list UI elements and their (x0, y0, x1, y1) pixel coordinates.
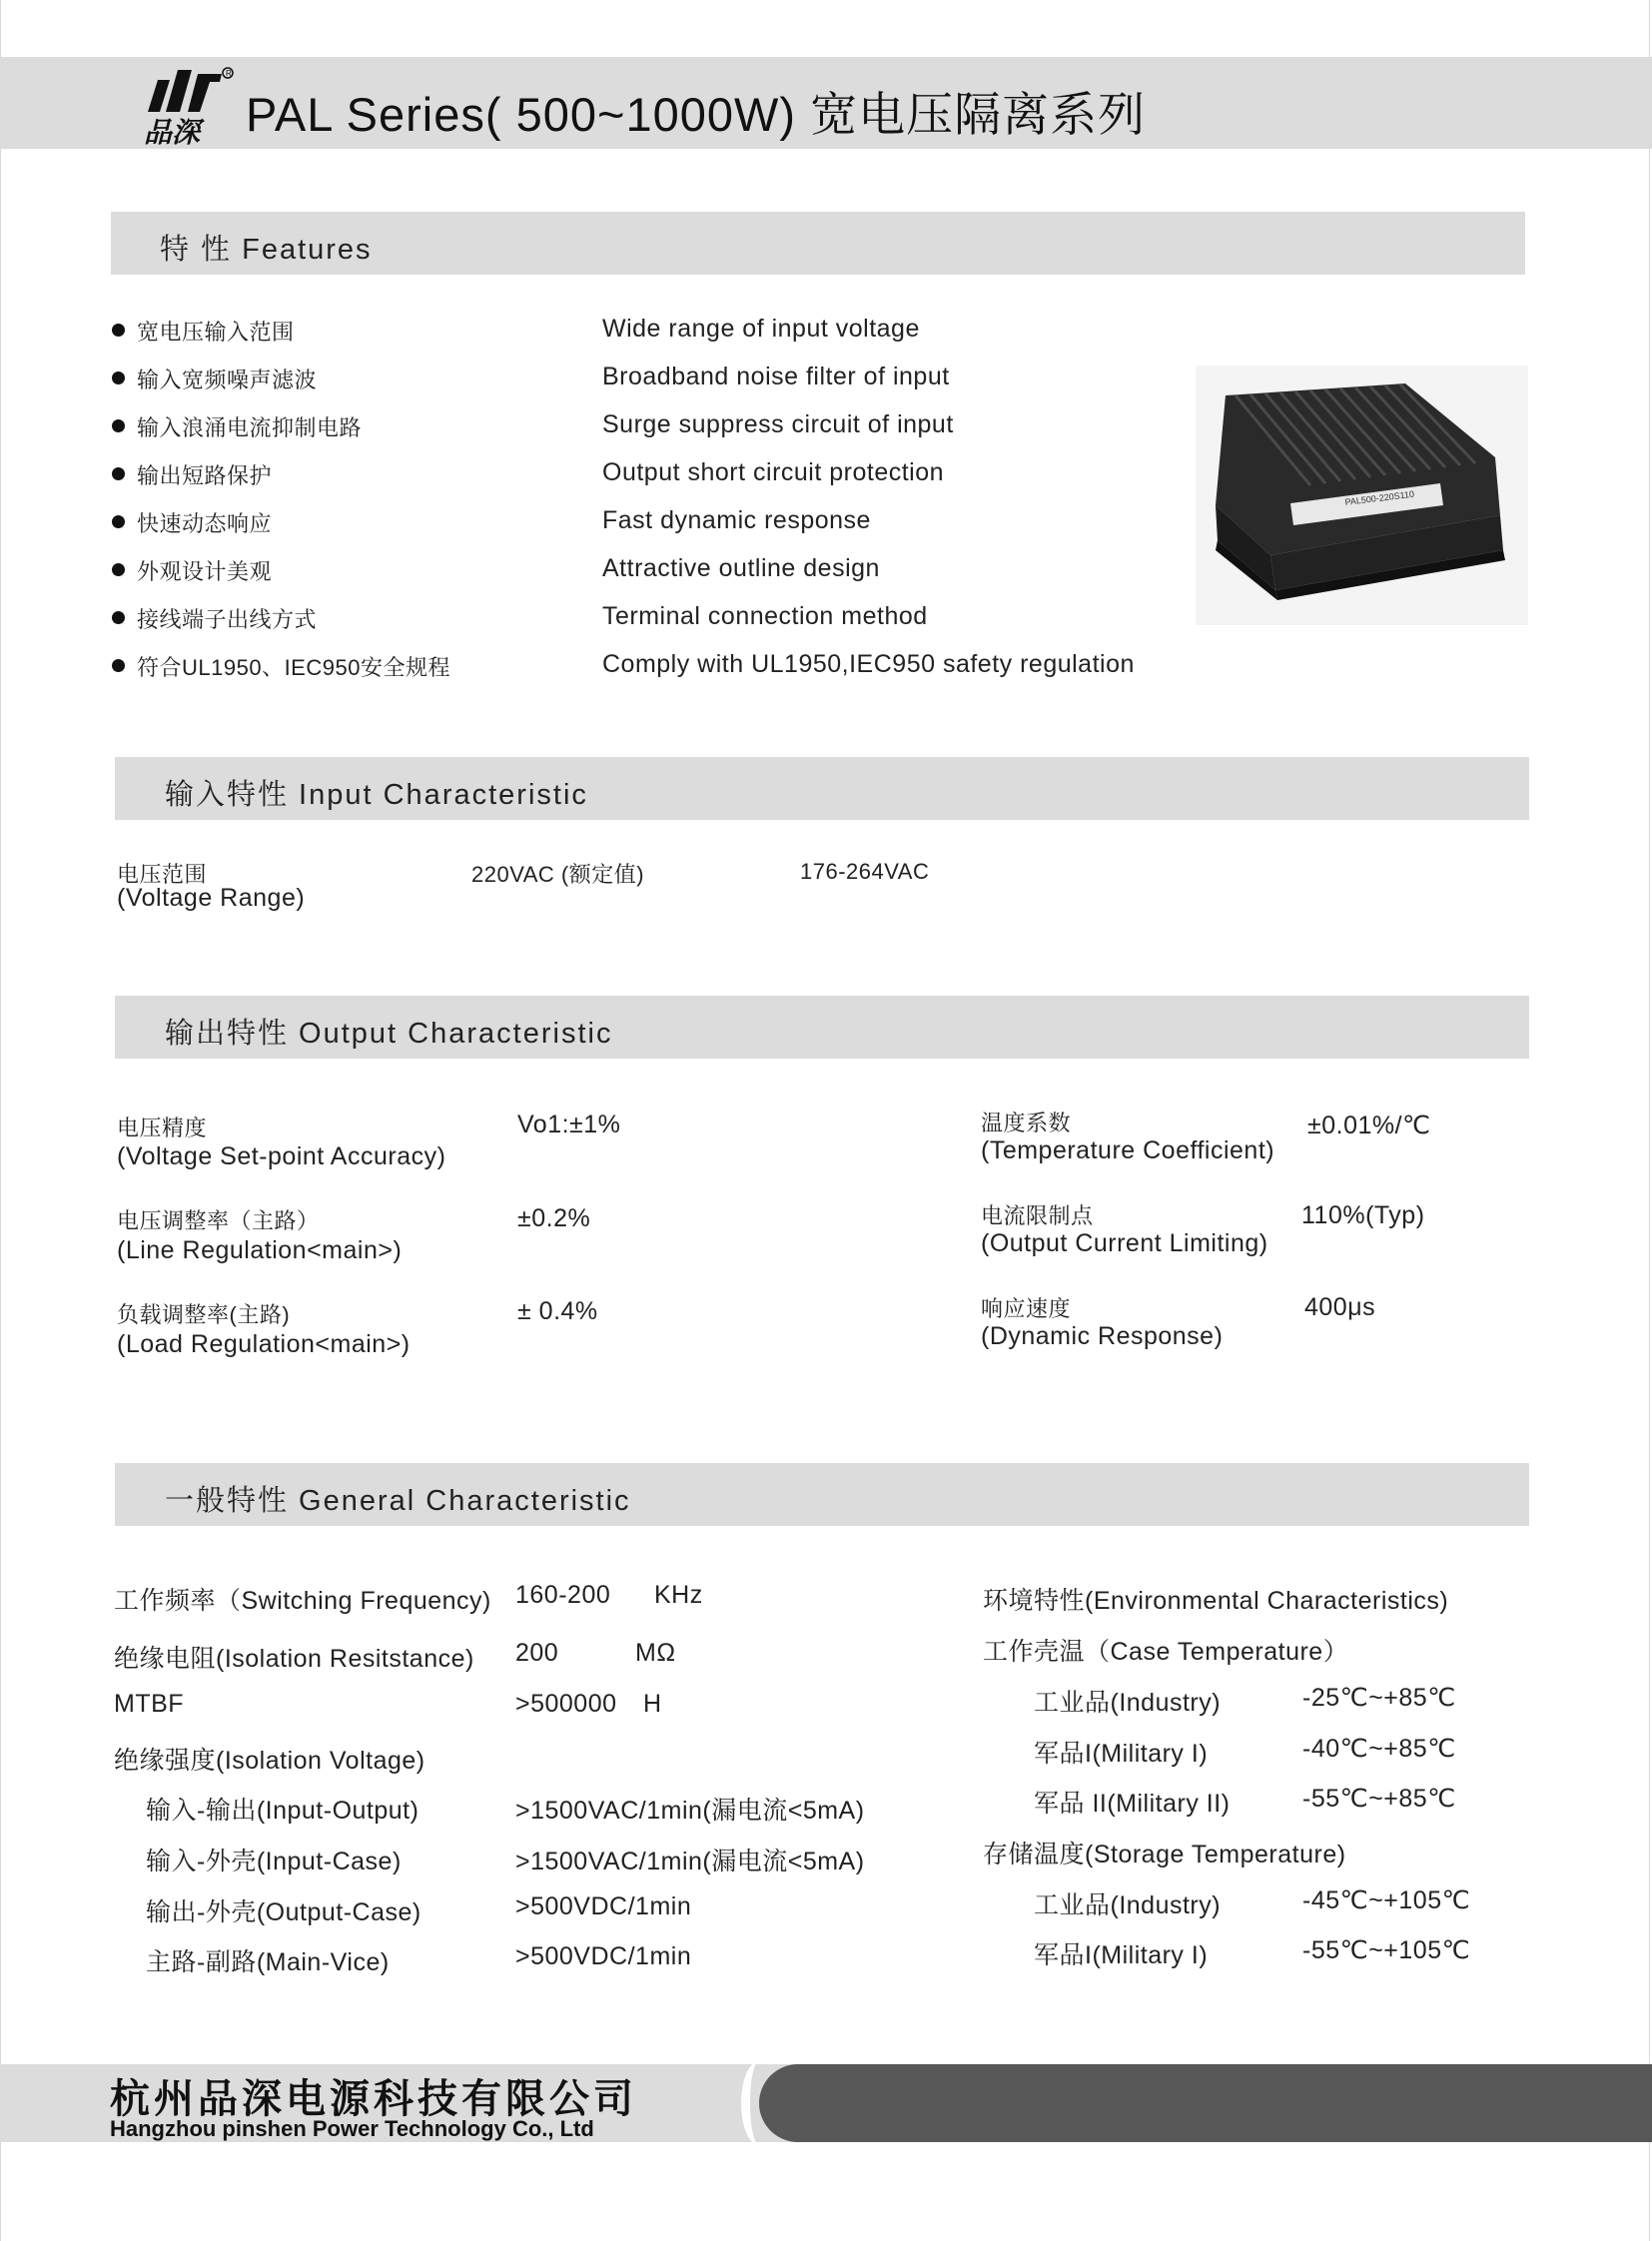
feature-cn: 宽电压输入范围 (137, 320, 295, 345)
footer-arc-divider (741, 2061, 777, 2145)
gen-label: 工作壳温（Case Temperature） (983, 1638, 1349, 1666)
bullet-icon (112, 372, 125, 384)
input-heading: 输入特性 Input Characteristic (165, 779, 588, 811)
spec-en: (Line Regulation<main>) (117, 1236, 403, 1264)
spec-value: 400μs (1304, 1293, 1376, 1321)
feature-en: Fast dynamic response (602, 506, 871, 534)
gen-unit: MΩ (635, 1639, 676, 1667)
svg-text:R: R (226, 69, 232, 78)
feature-cn: 接线端子出线方式 (137, 607, 318, 632)
voltage-range-en: (Voltage Range) (117, 884, 306, 912)
gen-label: 主路-副路(Main-Vice) (146, 1948, 390, 1976)
feature-cn: 快速动态响应 (137, 511, 273, 536)
feature-cn: 输出短路保护 (137, 463, 273, 488)
gen-label: 军品I(Military I) (1034, 1941, 1209, 1969)
feature-cn: 外观设计美观 (137, 559, 273, 584)
bullet-icon (112, 659, 125, 672)
bullet-icon (112, 611, 125, 624)
spec-cn: 电压调整率（主路） (117, 1208, 320, 1233)
feature-en: Wide range of input voltage (602, 315, 920, 343)
feature-en: Comply with UL1950,IEC950 safety regulation (602, 650, 1135, 678)
gen-value: >500VDC/1min (515, 1942, 692, 1970)
bullet-icon (112, 563, 125, 576)
feature-cn: 输入浪涌电流抑制电路 (137, 415, 363, 440)
gen-unit: KHz (654, 1581, 703, 1609)
footer-dark-panel (759, 2064, 1652, 2142)
spec-value: Vo1:±1% (517, 1111, 621, 1138)
gen-label: 绝缘强度(Isolation Voltage) (114, 1747, 425, 1775)
gen-value: -25℃~+85℃ (1302, 1684, 1456, 1712)
spec-cn: 电压精度 (117, 1116, 208, 1140)
spec-en: (Temperature Coefficient) (981, 1136, 1275, 1164)
company-name-cn: 杭州品深电源科技有限公司 (110, 2077, 637, 2121)
gen-label: 输出-外壳(Output-Case) (146, 1898, 421, 1926)
spec-en: (Voltage Set-point Accuracy) (117, 1142, 446, 1170)
gen-label: 环境特性(Environmental Characteristics) (983, 1587, 1449, 1615)
gen-label: 绝缘电阻(Isolation Resitstance) (114, 1645, 474, 1673)
spec-en: (Load Regulation<main>) (117, 1330, 411, 1358)
gen-label: 输入-外壳(Input-Case) (146, 1848, 402, 1875)
output-heading: 输出特性 Output Characteristic (165, 1018, 613, 1050)
spec-cn: 负载调整率(主路) (117, 1302, 291, 1327)
spec-value: ±0.2% (517, 1204, 591, 1232)
company-name-en: Hangzhou pinshen Power Technology Co., Ltd (110, 2116, 594, 2141)
gen-unit: H (643, 1690, 662, 1718)
feature-en: Terminal connection method (602, 602, 928, 630)
gen-value: >1500VAC/1min(漏电流<5mA) (515, 1848, 865, 1875)
gen-value: -55℃~+85℃ (1302, 1785, 1456, 1813)
feature-cn: 符合UL1950、IEC950安全规程 (137, 655, 450, 680)
gen-label: 军品 II(Military II) (1034, 1790, 1231, 1818)
gen-label: 工业品(Industry) (1034, 1689, 1222, 1717)
general-heading: 一般特性 General Characteristic (165, 1485, 631, 1517)
gen-value: >1500VAC/1min(漏电流<5mA) (515, 1797, 865, 1825)
spec-value: ±0.01%/℃ (1307, 1112, 1431, 1139)
product-label: PAL500-220S110 (1344, 488, 1415, 507)
product-photo (1196, 366, 1528, 625)
gen-label: 工作频率（Switching Frequency) (114, 1587, 491, 1615)
spec-cn: 响应速度 (981, 1296, 1072, 1321)
feature-en: Attractive outline design (602, 554, 880, 582)
gen-value: -40℃~+85℃ (1302, 1735, 1456, 1763)
feature-cn: 输入宽频噪声滤波 (137, 368, 318, 392)
bullet-icon (112, 324, 125, 337)
voltage-range-value: 176-264VAC (800, 859, 930, 884)
gen-value: -55℃~+105℃ (1302, 1936, 1471, 1964)
gen-label: 存储温度(Storage Temperature) (983, 1841, 1346, 1868)
spec-en: (Output Current Limiting) (981, 1229, 1268, 1257)
spec-cn: 电流限制点 (981, 1203, 1094, 1228)
feature-en: Broadband noise filter of input (602, 363, 950, 390)
bullet-icon (112, 515, 125, 528)
spec-en: (Dynamic Response) (981, 1322, 1224, 1350)
document-title: PAL Series( 500~1000W) 宽电压隔离系列 (246, 88, 1147, 141)
spec-value: ± 0.4% (517, 1297, 598, 1325)
gen-value: >500VDC/1min (515, 1892, 692, 1920)
gen-label: 输入-输出(Input-Output) (146, 1797, 419, 1825)
company-logo (138, 66, 238, 148)
voltage-range-cn: 电压范围 (117, 862, 208, 887)
gen-value: -45℃~+105℃ (1302, 1886, 1471, 1914)
feature-en: Surge suppress circuit of input (602, 410, 954, 438)
voltage-rated: 220VAC (额定值) (471, 862, 645, 887)
features-heading: 特 性 Features (160, 234, 373, 266)
bullet-icon (112, 467, 125, 480)
gen-value: 200 (515, 1639, 559, 1667)
gen-value: 160-200 (515, 1581, 611, 1609)
gen-label: MTBF (114, 1690, 185, 1718)
logo-text: 品深 (144, 116, 201, 148)
feature-en: Output short circuit protection (602, 458, 945, 486)
spec-value: 110%(Typ) (1301, 1201, 1425, 1229)
gen-label: 工业品(Industry) (1034, 1891, 1222, 1919)
spec-cn: 温度系数 (981, 1111, 1072, 1135)
gen-label: 军品I(Military I) (1034, 1740, 1209, 1768)
gen-value: >500000 (515, 1690, 617, 1718)
bullet-icon (112, 419, 125, 432)
